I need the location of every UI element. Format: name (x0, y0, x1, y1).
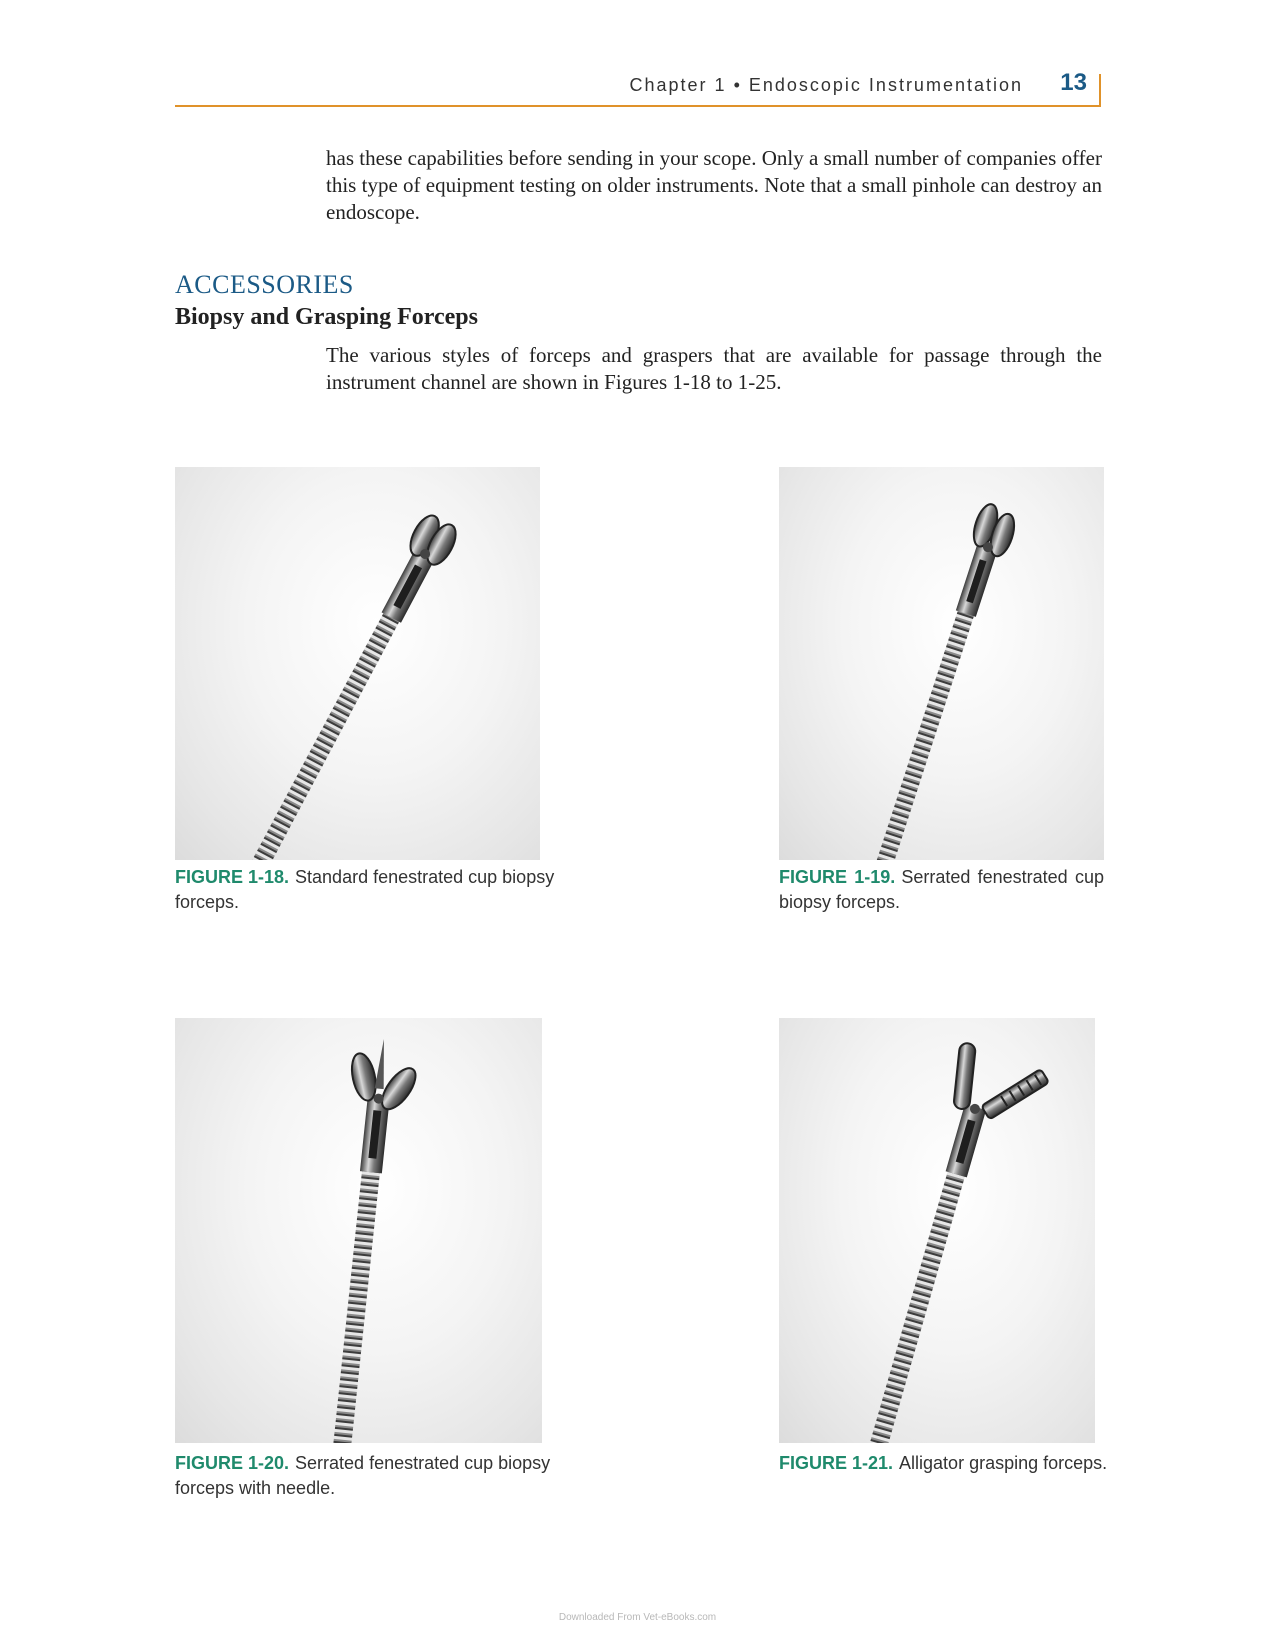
intro-paragraph: has these capabilities before sending in your scope. Only a small number of companies offer this type of equipment testing on older instruments. Note that a small pinhole can destroy an endoscope. (326, 146, 1102, 224)
figure-1-20-photo (175, 1018, 542, 1443)
figure-1-19-photo (779, 467, 1104, 860)
figure-caption-text: Standard fenestrated cup biopsy forceps. (175, 867, 555, 912)
figure-label: FIGURE 1-19. (779, 867, 896, 887)
forceps-paragraph: The various styles of forceps and graspers that are available for passage through the instrument channel are shown in Figures 1-18 to 1-25. (326, 343, 1102, 394)
figure-label: FIGURE 1-20. (175, 1453, 290, 1473)
figure-label: FIGURE 1-18. (175, 867, 290, 887)
figure-1-21-photo (779, 1018, 1095, 1443)
figure-label: FIGURE 1-21. (779, 1453, 894, 1473)
figure-caption-text: Alligator grasping forceps. (899, 1453, 1108, 1473)
figure-caption-text: Serrated fenestrated cup biopsy forceps with needle. (175, 1453, 551, 1498)
header-rule-tick (1099, 74, 1101, 105)
figure-1-18-photo (175, 467, 540, 860)
figure-1-21-caption (779, 1451, 1109, 1476)
page-number: 13 (1060, 69, 1087, 96)
running-head (175, 69, 1101, 107)
figure-1-20-caption (175, 1451, 555, 1501)
subsection-heading: Biopsy and Grasping Forceps (175, 304, 478, 330)
figure-1-19-caption (779, 865, 1104, 915)
section-heading: ACCESSORIES (175, 270, 354, 299)
download-footer: Downloaded From Vet-eBooks.com (558, 1612, 717, 1623)
figure-caption-text: Serrated fenestrated cup biopsy forceps. (779, 867, 1104, 912)
figure-1-18-caption (175, 865, 555, 915)
chapter-title: Chapter 1 • Endoscopic Instrumentation (629, 75, 1023, 95)
